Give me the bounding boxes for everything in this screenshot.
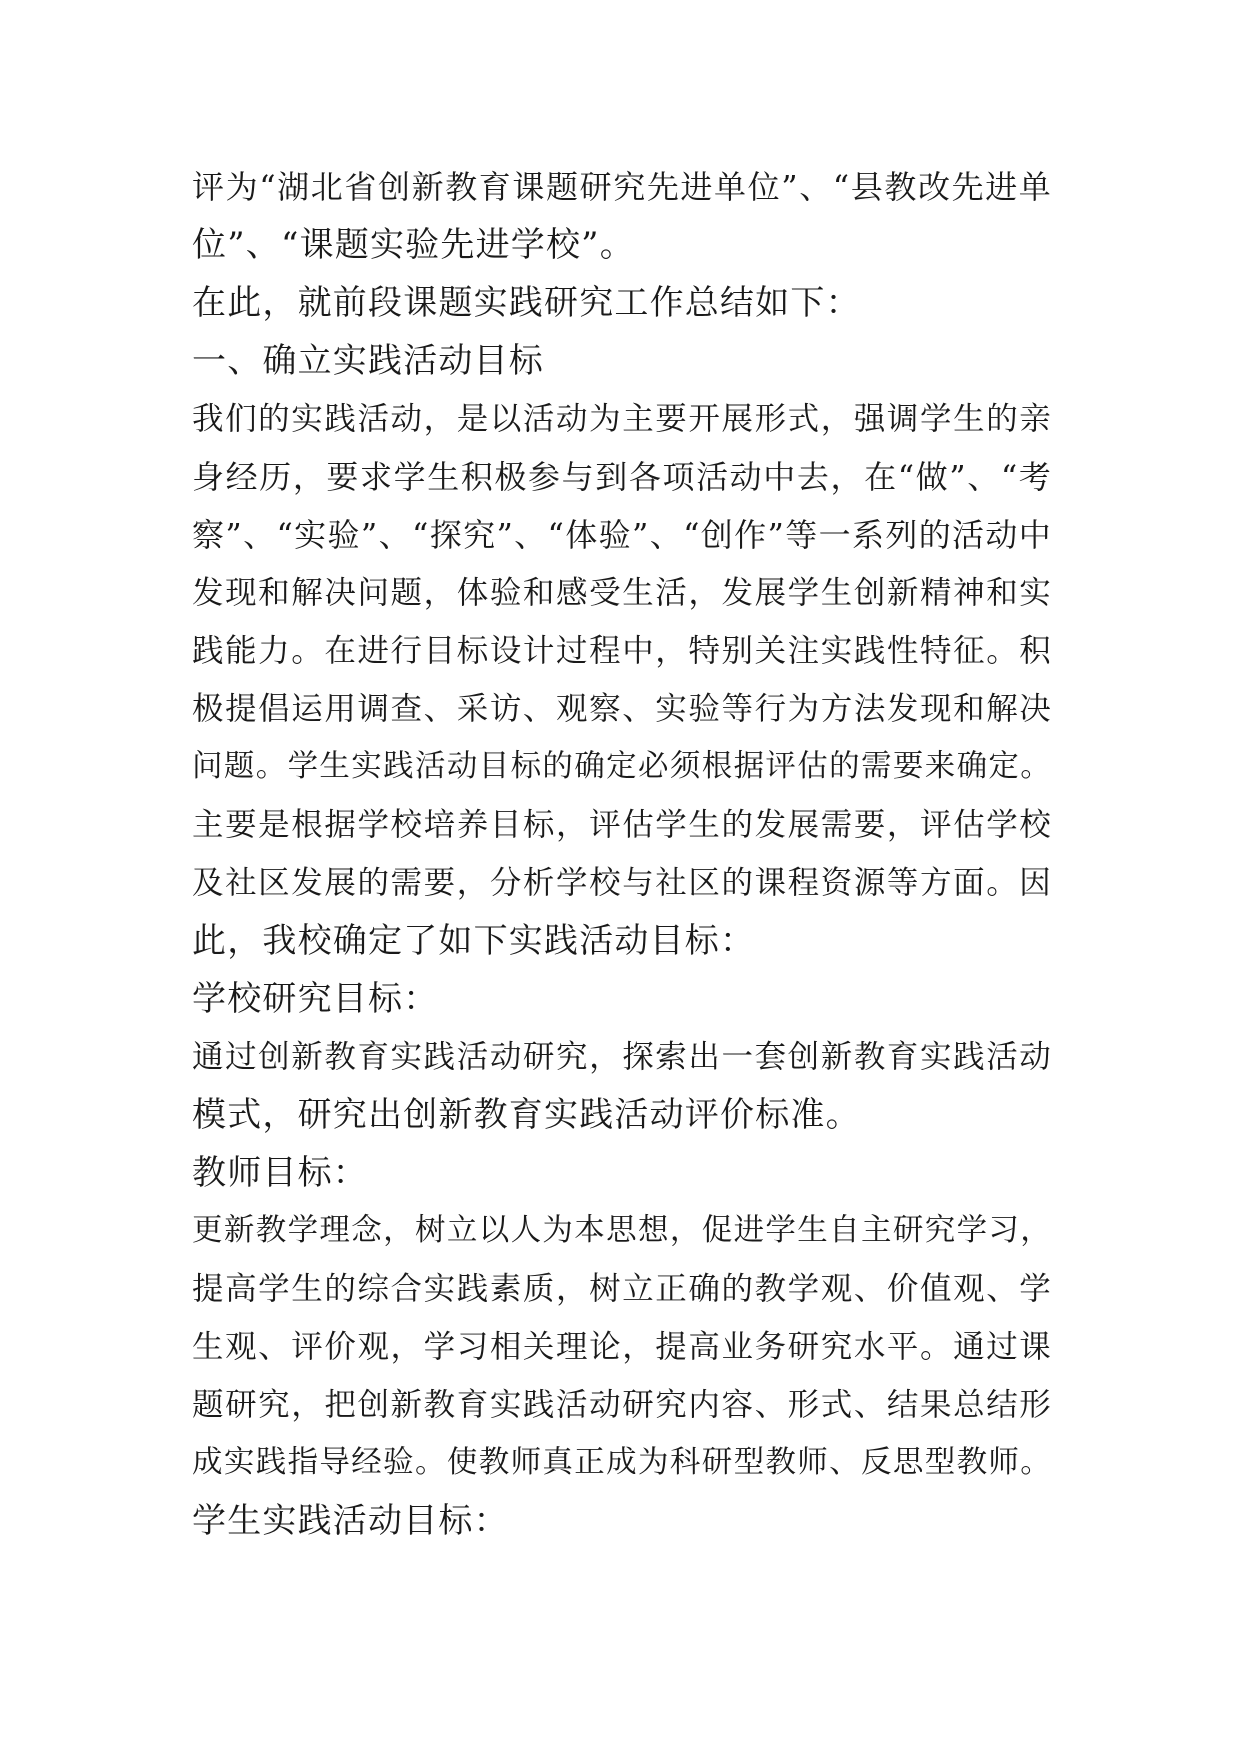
text-line: 更新教学理念，树立以人为本思想，促进学生自主研究学习， — [192, 1213, 1052, 1248]
text-line: 极提倡运用调查、采访、观察、实验等行为方法发现和解决 — [192, 691, 1052, 727]
text-line: 提高学生的综合实践素质，树立正确的教学观、价值观、学 — [192, 1271, 1052, 1307]
text-line: 问题。学生实践活动目标的确定必须根据评估的需要来确定。 — [192, 749, 1052, 784]
body-text — [192, 158, 1052, 1550]
text-line: 察”、“实验”、“探究”、“体验”、“创作”等一系列的活动中 — [192, 516, 1052, 554]
text-line: 生观、评价观，学习相关理论，提高业务研究水平。通过课 — [192, 1329, 1052, 1365]
text-line: 题研究，把创新教育实践活动研究内容、形式、结果总结形 — [192, 1387, 1052, 1423]
text-line: 发现和解决问题，体验和感受生活，发展学生创新精神和实 — [192, 575, 1052, 611]
text-line: 践能力。在进行目标设计过程中，特别关注实践性特征。积 — [192, 633, 1052, 669]
text-line: 主要是根据学校培养目标，评估学生的发展需要，评估学校 — [192, 807, 1052, 843]
text-line: 评为“湖北省创新教育课题研究先进单位”、“县教改先进单 — [192, 168, 1052, 206]
text-line: 通过创新教育实践活动研究，探索出一套创新教育实践活动 — [192, 1039, 1052, 1075]
text-line: 学校研究目标： — [192, 979, 439, 1019]
text-line: 在此，就前段课题实践研究工作总结如下： — [192, 283, 861, 323]
text-line: 成实践指导经验。使教师真正成为科研型教师、反思型教师。 — [192, 1445, 1052, 1480]
text-line: 教师目标： — [192, 1153, 368, 1193]
text-line: 我们的实践活动，是以活动为主要开展形式，强调学生的亲 — [192, 401, 1052, 437]
text-line: 此，我校确定了如下实践活动目标： — [192, 921, 756, 961]
text-line: 模式，研究出创新教育实践活动评价标准。 — [192, 1095, 861, 1135]
text-line: 学生实践活动目标： — [192, 1501, 509, 1541]
text-line: 及社区发展的需要，分析学校与社区的课程资源等方面。因 — [192, 865, 1052, 901]
text-line: 身经历，要求学生积极参与到各项活动中去，在“做”、“考 — [192, 458, 1052, 496]
text-line: 位”、“课题实验先进学校”。 — [192, 225, 635, 265]
text-line: 一、确立实践活动目标 — [192, 341, 544, 381]
